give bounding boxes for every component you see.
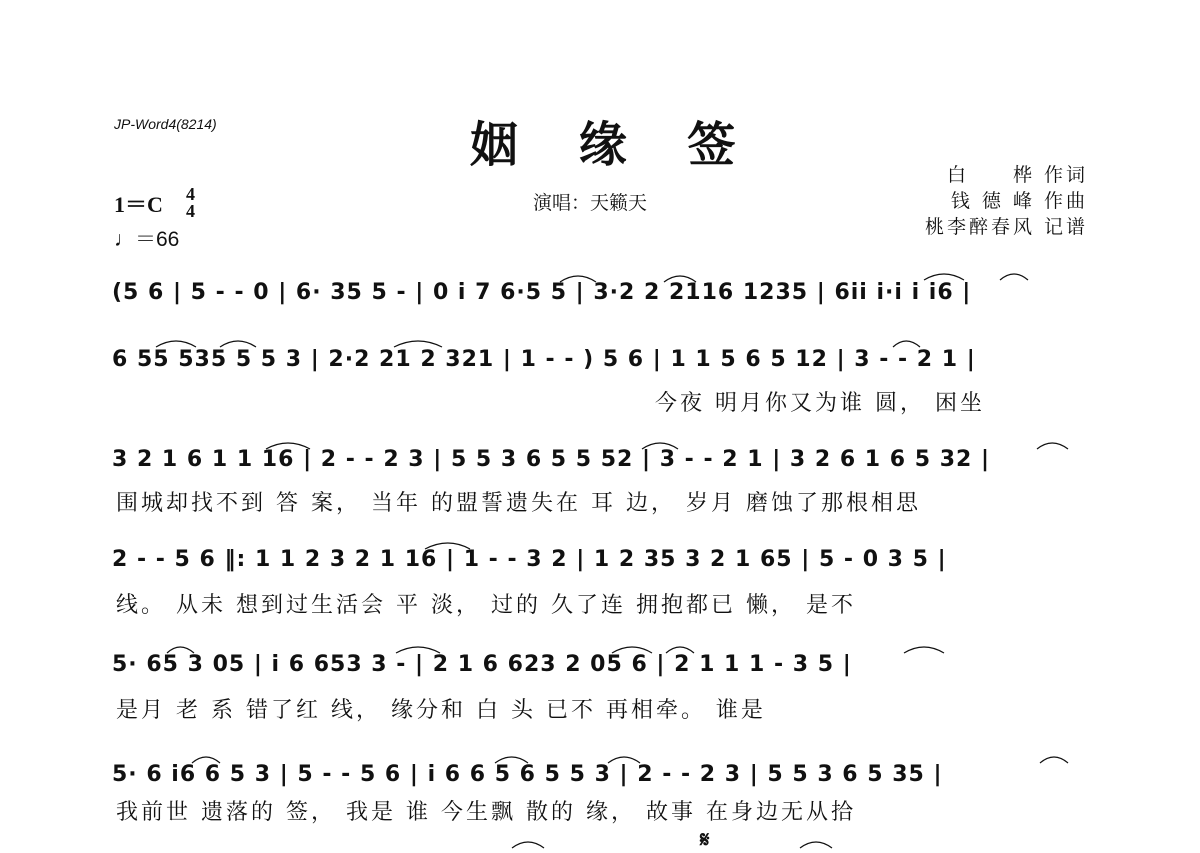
slur-arc bbox=[642, 443, 678, 449]
lyric-line-4: 线。 从未 想到过生活会 平 淡， 过的 久了连 拥抱都已 懒， 是不 bbox=[116, 593, 856, 618]
time-signature-top: 4 bbox=[186, 184, 195, 204]
slur-arc bbox=[560, 276, 596, 282]
slur-arc bbox=[396, 647, 440, 653]
slur-arc bbox=[904, 647, 944, 653]
music-line-5: 5· 65 3 05 | i 6 653 3 - | 2 1 6 623 2 05 6 | 2 1 1 1 - 3 5 | bbox=[112, 652, 852, 677]
slur-arc bbox=[167, 647, 194, 653]
time-signature-bottom: 4 bbox=[186, 201, 195, 221]
lyric-line-2: 今夜 明月你又为谁 圆， 困坐 bbox=[655, 391, 985, 416]
slur-arc bbox=[664, 276, 696, 282]
slur-arc bbox=[156, 341, 196, 347]
music-line-3: 3 2 1 6 1 1 16 | 2 - - 2 3 | 5 5 3 6 5 5 52 | 3 - - 2 1 | 3 2 6 1 6 5 32 | bbox=[112, 447, 990, 472]
song-title: 姻 缘 签 bbox=[470, 117, 758, 173]
singer-credit: 演唱：天籁天 bbox=[533, 192, 648, 214]
slur-arc bbox=[495, 757, 528, 763]
slur-arc bbox=[612, 647, 652, 653]
lyric-line-6: 我前世 遗落的 签， 我是 谁 今生飘 散的 缘， 故事 在身边无从拾 bbox=[116, 800, 856, 825]
slur-arc bbox=[512, 842, 544, 848]
lyricist-credit: 白 桦 作词 bbox=[946, 164, 1088, 186]
slur-arc bbox=[1037, 443, 1068, 449]
slur-arc bbox=[608, 757, 640, 763]
slur-arc bbox=[893, 341, 920, 347]
segno-sign: 𝄋 bbox=[700, 828, 710, 853]
lyric-line-3: 围城却找不到 答 案， 当年 的盟誓遗失在 耳 边， 岁月 磨蚀了那根相思 bbox=[116, 491, 921, 516]
key-signature: 1＝C bbox=[114, 192, 163, 217]
transcriber-credit: 桃李醉春风 记谱 bbox=[924, 216, 1088, 238]
slur-arc bbox=[394, 341, 442, 347]
music-line-1: (5 6 | 5 - - 0 | 6· 35 5 - | 0 i 7 6·5 5 | 3·2 2 2116 1235 | 6ii i·i i i6 | bbox=[112, 280, 972, 305]
slur-arc bbox=[192, 757, 220, 763]
music-line-4: 2 - - 5 6 ‖: 1 1 2 3 2 1 16 | 1 - - 3 2 | 1 2 35 3 2 1 65 | 5 - 0 3 5 | bbox=[112, 547, 947, 572]
slur-arc bbox=[425, 543, 470, 549]
music-line-2: 6 55 535 5 5 3 | 2·2 21 2 321 | 1 - - ) 5 6 | 1 1 5 6 5 12 | 3 - - 2 1 | bbox=[112, 347, 976, 372]
slur-arc bbox=[266, 443, 310, 449]
music-line-6: 5· 6 i6 6 5 3 | 5 - - 5 6 | i 6 6 5 6 5 5 3 | 2 - - 2 3 | 5 5 3 6 5 35 | bbox=[112, 762, 943, 787]
slur-arc bbox=[924, 274, 964, 280]
lyric-line-5: 是月 老 系 错了红 线， 缘分和 白 头 已不 再相牵。 谁是 bbox=[116, 698, 766, 723]
software-watermark: JP-Word4(8214) bbox=[114, 116, 217, 132]
slur-arc bbox=[1040, 757, 1068, 763]
slur-arc bbox=[220, 341, 256, 347]
composer-credit: 钱 德 峰 作曲 bbox=[950, 190, 1088, 212]
slur-arc bbox=[666, 647, 694, 653]
slur-arc bbox=[800, 842, 832, 848]
tempo-marking: ♩＝66 bbox=[114, 228, 180, 251]
slur-arc bbox=[1000, 274, 1028, 280]
